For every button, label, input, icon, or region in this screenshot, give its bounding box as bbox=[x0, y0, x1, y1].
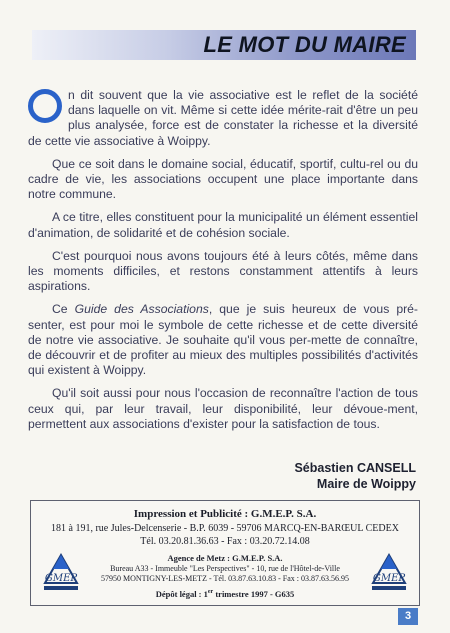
svg-text:GMEP: GMEP bbox=[372, 573, 406, 584]
drop-cap-o-icon bbox=[28, 89, 62, 123]
paragraph-4: C'est pourquoi nous avons toujours été à leurs côtés, même dans les moments difficiles, et restons constamment attentifs à leurs aspirations. bbox=[28, 248, 418, 294]
paragraph-5-end: , que je suis heureux de vous pré-senter, est pour moi le symbole de cette richesse et de cette diversité de notre vie associative. Je souhaite qu'il vous per-mette de connaître, de découvrir et de profiter au mieux des multiples possibilités d'activités qui existent à Woippy. bbox=[28, 302, 418, 378]
paragraph-2: Que ce soit dans le domaine social, éducatif, sportif, cultu-rel ou du cadre de vie, les associations occupent une place importante dans notre commune. bbox=[28, 156, 418, 202]
signatory-name: Sébastien CANSELL bbox=[294, 461, 416, 475]
paragraph-5-start: Ce bbox=[52, 302, 75, 317]
page-title: LE MOT DU MAIRE bbox=[203, 32, 406, 57]
title-banner bbox=[32, 30, 416, 60]
paragraph-1-text: n dit souvent que la vie associative est le reflet de la société dans laquelle on vit. Même si cette idée mérite-rait d'être un peu plus analysée, force est de constater la richesse et la diversité de cette vie associative à Woippy. bbox=[28, 88, 418, 148]
paragraph-1 bbox=[28, 88, 418, 149]
agency-phone: 57950 MONTIGNY-LES-METZ - Tél. 03.87.63.10.83 - Fax : 03.87.63.56.95 bbox=[100, 574, 350, 583]
page-number: 3 bbox=[398, 608, 418, 625]
editorial-text bbox=[28, 88, 418, 440]
agency-address: Bureau A33 - Immeuble "Les Perspectives" - 10, rue de l'Hôtel-de-Ville bbox=[110, 564, 340, 573]
agency-name: Agence de Metz : G.M.E.P. S.A. bbox=[167, 553, 283, 563]
printer-credits-box bbox=[30, 500, 420, 606]
signature-block bbox=[294, 460, 416, 492]
printer-name: Impression et Publicité : G.M.E.P. S.A. bbox=[133, 508, 317, 520]
signatory-title: Maire de Woippy bbox=[316, 477, 416, 491]
gmep-logo-icon bbox=[41, 551, 81, 593]
paragraph-3: A ce titre, elles constituent pour la municipalité un élément essentiel d'animation, de solidarité et de cohésion sociale. bbox=[28, 210, 418, 240]
legal-deposit: Dépôt légal : 1er trimestre 1997 - G635 bbox=[155, 589, 295, 599]
printer-address: 181 à 191, rue Jules-Delcenserie - B.P. 6039 - 59706 MARCQ-EN-BARŒUL CEDEX bbox=[51, 523, 399, 534]
paragraph-5 bbox=[28, 302, 418, 378]
svg-text:GMEP: GMEP bbox=[44, 573, 78, 584]
gmep-logo-icon-right bbox=[369, 551, 409, 593]
guide-title: Guide des Associations bbox=[74, 302, 209, 317]
paragraph-6: Qu'il soit aussi pour nous l'occasion de reconnaître l'action de tous ceux qui, par leur travail, leur disponibilité, leur dévoue-ment, permettent aux associations d'exister pour la satisfaction de tous. bbox=[28, 386, 418, 431]
printer-phone: Tél. 03.20.81.36.63 - Fax : 03.20.72.14.08 bbox=[140, 536, 310, 547]
